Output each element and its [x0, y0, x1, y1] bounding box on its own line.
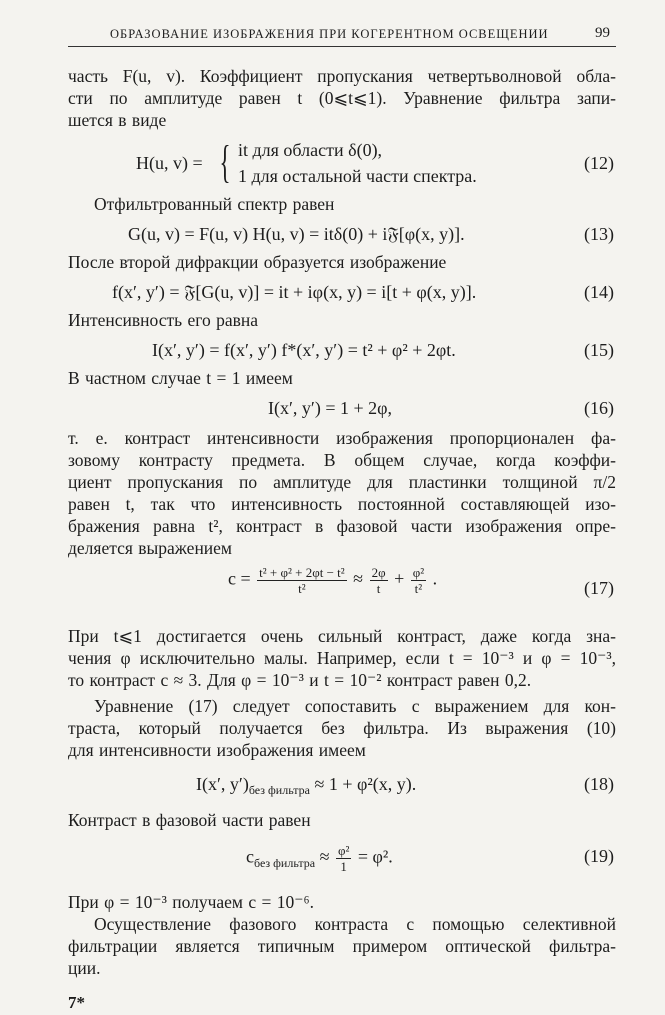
text-line: то контраст c ≈ 3. Для φ = 10⁻³ и t = 10⁻² контраст равен 0,2. — [68, 670, 532, 690]
period: . — [432, 568, 438, 589]
fraction-denominator: t² — [414, 581, 423, 596]
eq17-lhs: c = — [228, 568, 251, 589]
equation-13 — [68, 221, 616, 247]
subscript: без фильтра — [248, 783, 310, 797]
text-line: т. е. контраст интенсивности изображения пропорционален фа- — [68, 428, 616, 448]
fraction-numerator: φ² — [412, 565, 425, 580]
fraction — [370, 565, 388, 596]
eq14-body: f(x′, y′) = 𝔉[G(u, v)] = it + iφ(x, y) = i[t + φ(x, y)]. — [112, 282, 477, 302]
text-line: В частном случае t = 1 имеем — [68, 368, 293, 388]
text-line: Уравнение (17) следует сопоставить с выражением для кон- — [94, 696, 616, 716]
running-header — [68, 20, 616, 47]
equation-number: (12) — [584, 153, 614, 173]
eq19-lhs: c — [246, 846, 254, 867]
eq15-body: I(x′, y′) = f(x′, y′) f*(x′, y′) = t² + φ² + 2φt. — [152, 340, 456, 360]
approx-sign: ≈ — [319, 846, 330, 867]
page-number: 99 — [595, 25, 610, 41]
text-line: деляется выражением — [68, 538, 233, 558]
text-line: При t⩽1 достигается очень сильный контраст, даже когда зна- — [68, 626, 616, 646]
fraction-denominator: t — [376, 581, 381, 596]
equation-15 — [68, 337, 616, 363]
eq19-rhs: = φ². — [357, 846, 393, 867]
text-line: для интенсивности изображения имеем — [68, 740, 366, 760]
equation-17 — [68, 565, 616, 615]
eq16-body: I(x′, y′) = 1 + 2φ, — [268, 398, 393, 418]
text-line: зовому контрасту предмета. В общем случае, когда коэффи- — [68, 450, 616, 470]
text-line: чения φ исключительно малы. Например, если t = 10⁻³ и φ = 10⁻³, — [68, 648, 616, 668]
paragraph-5 — [68, 913, 616, 979]
eq19-body — [246, 843, 393, 874]
left-brace: { — [219, 136, 231, 187]
text-line: При φ = 10⁻³ получаем c = 10⁻⁶. — [68, 892, 314, 912]
equation-14 — [68, 279, 616, 305]
plus-sign: + — [394, 568, 405, 589]
eq12-case-2: 1 для остальной части спектра. — [238, 166, 477, 186]
book-page — [68, 20, 616, 1015]
fraction-numerator: φ² — [337, 843, 350, 858]
equation-19 — [68, 839, 616, 883]
equation-18 — [68, 771, 616, 797]
fraction — [411, 565, 426, 596]
text-line: Осуществление фазового контраста с помощью селективной — [94, 914, 616, 934]
fraction-denominator: t² — [298, 581, 306, 596]
text-line: Контраст в фазовой части равен — [68, 810, 311, 830]
approx-sign: ≈ — [353, 568, 364, 589]
eq18-body — [196, 771, 416, 799]
eq18-rhs: ≈ 1 + φ²(x, y). — [314, 774, 417, 794]
equation-number: (15) — [584, 340, 614, 360]
fraction — [336, 843, 351, 874]
text-line: часть F(u, v). Коэффициент пропускания четвертьволновой обла- — [68, 66, 616, 86]
text-line: шется в виде — [68, 110, 167, 130]
text-line: Отфильтрованный спектр равен — [94, 194, 335, 214]
equation-number: (13) — [584, 224, 614, 244]
paragraph-1 — [68, 65, 616, 131]
eq12-lhs: H(u, v) = — [136, 153, 203, 173]
paragraph-4 — [68, 695, 616, 761]
fraction-numerator: t² + φ² + 2φt − t² — [259, 565, 345, 580]
text-line: бражения равна t², контраст в фазовой части изображения опре- — [68, 516, 616, 536]
text-line: траста, который получается без фильтра. Из выражения (10) — [68, 718, 616, 738]
text-line: равен t, так что интенсивность постоянной составляющей изо- — [68, 494, 616, 514]
equation-number: (16) — [584, 398, 614, 418]
eq18-lhs: I(x′, y′) — [196, 774, 249, 794]
text-line: фильтрации является типичным примером оптической фильтра- — [68, 936, 616, 956]
eq13-body: G(u, v) = F(u, v) H(u, v) = itδ(0) + i𝔉[φ(x, y)]. — [128, 224, 465, 244]
footer — [68, 993, 616, 1015]
text-line: циент пропускания по амплитуде для пластинки толщиной π/2 — [68, 472, 616, 492]
equation-12 — [68, 137, 616, 189]
text-line: После второй дифракции образуется изображение — [68, 252, 447, 272]
text-line: ции. — [68, 958, 101, 978]
text-line: Интенсивность его равна — [68, 310, 259, 330]
signature-mark: 7* — [68, 993, 85, 1012]
equation-number: (17) — [584, 578, 614, 598]
paragraph-2 — [68, 427, 616, 559]
eq12-case-1: it для области δ(0), — [238, 140, 383, 160]
fraction-numerator: 2φ — [371, 565, 386, 580]
equation-number: (18) — [584, 774, 614, 794]
eq17-body — [228, 565, 437, 596]
fraction — [257, 565, 347, 596]
header-title: ОБРАЗОВАНИЕ ИЗОБРАЖЕНИЯ ПРИ КОГЕРЕНТНОМ ОСВЕЩЕНИИ — [110, 27, 549, 41]
equation-number: (19) — [584, 846, 614, 866]
equation-16 — [68, 395, 616, 421]
equation-number: (14) — [584, 282, 614, 302]
subscript: без фильтра — [254, 855, 316, 870]
text-line: сти по амплитуде равен t (0⩽t⩽1). Уравнение фильтра запи- — [68, 88, 616, 108]
paragraph-3 — [68, 625, 616, 691]
fraction-denominator: 1 — [340, 859, 347, 874]
